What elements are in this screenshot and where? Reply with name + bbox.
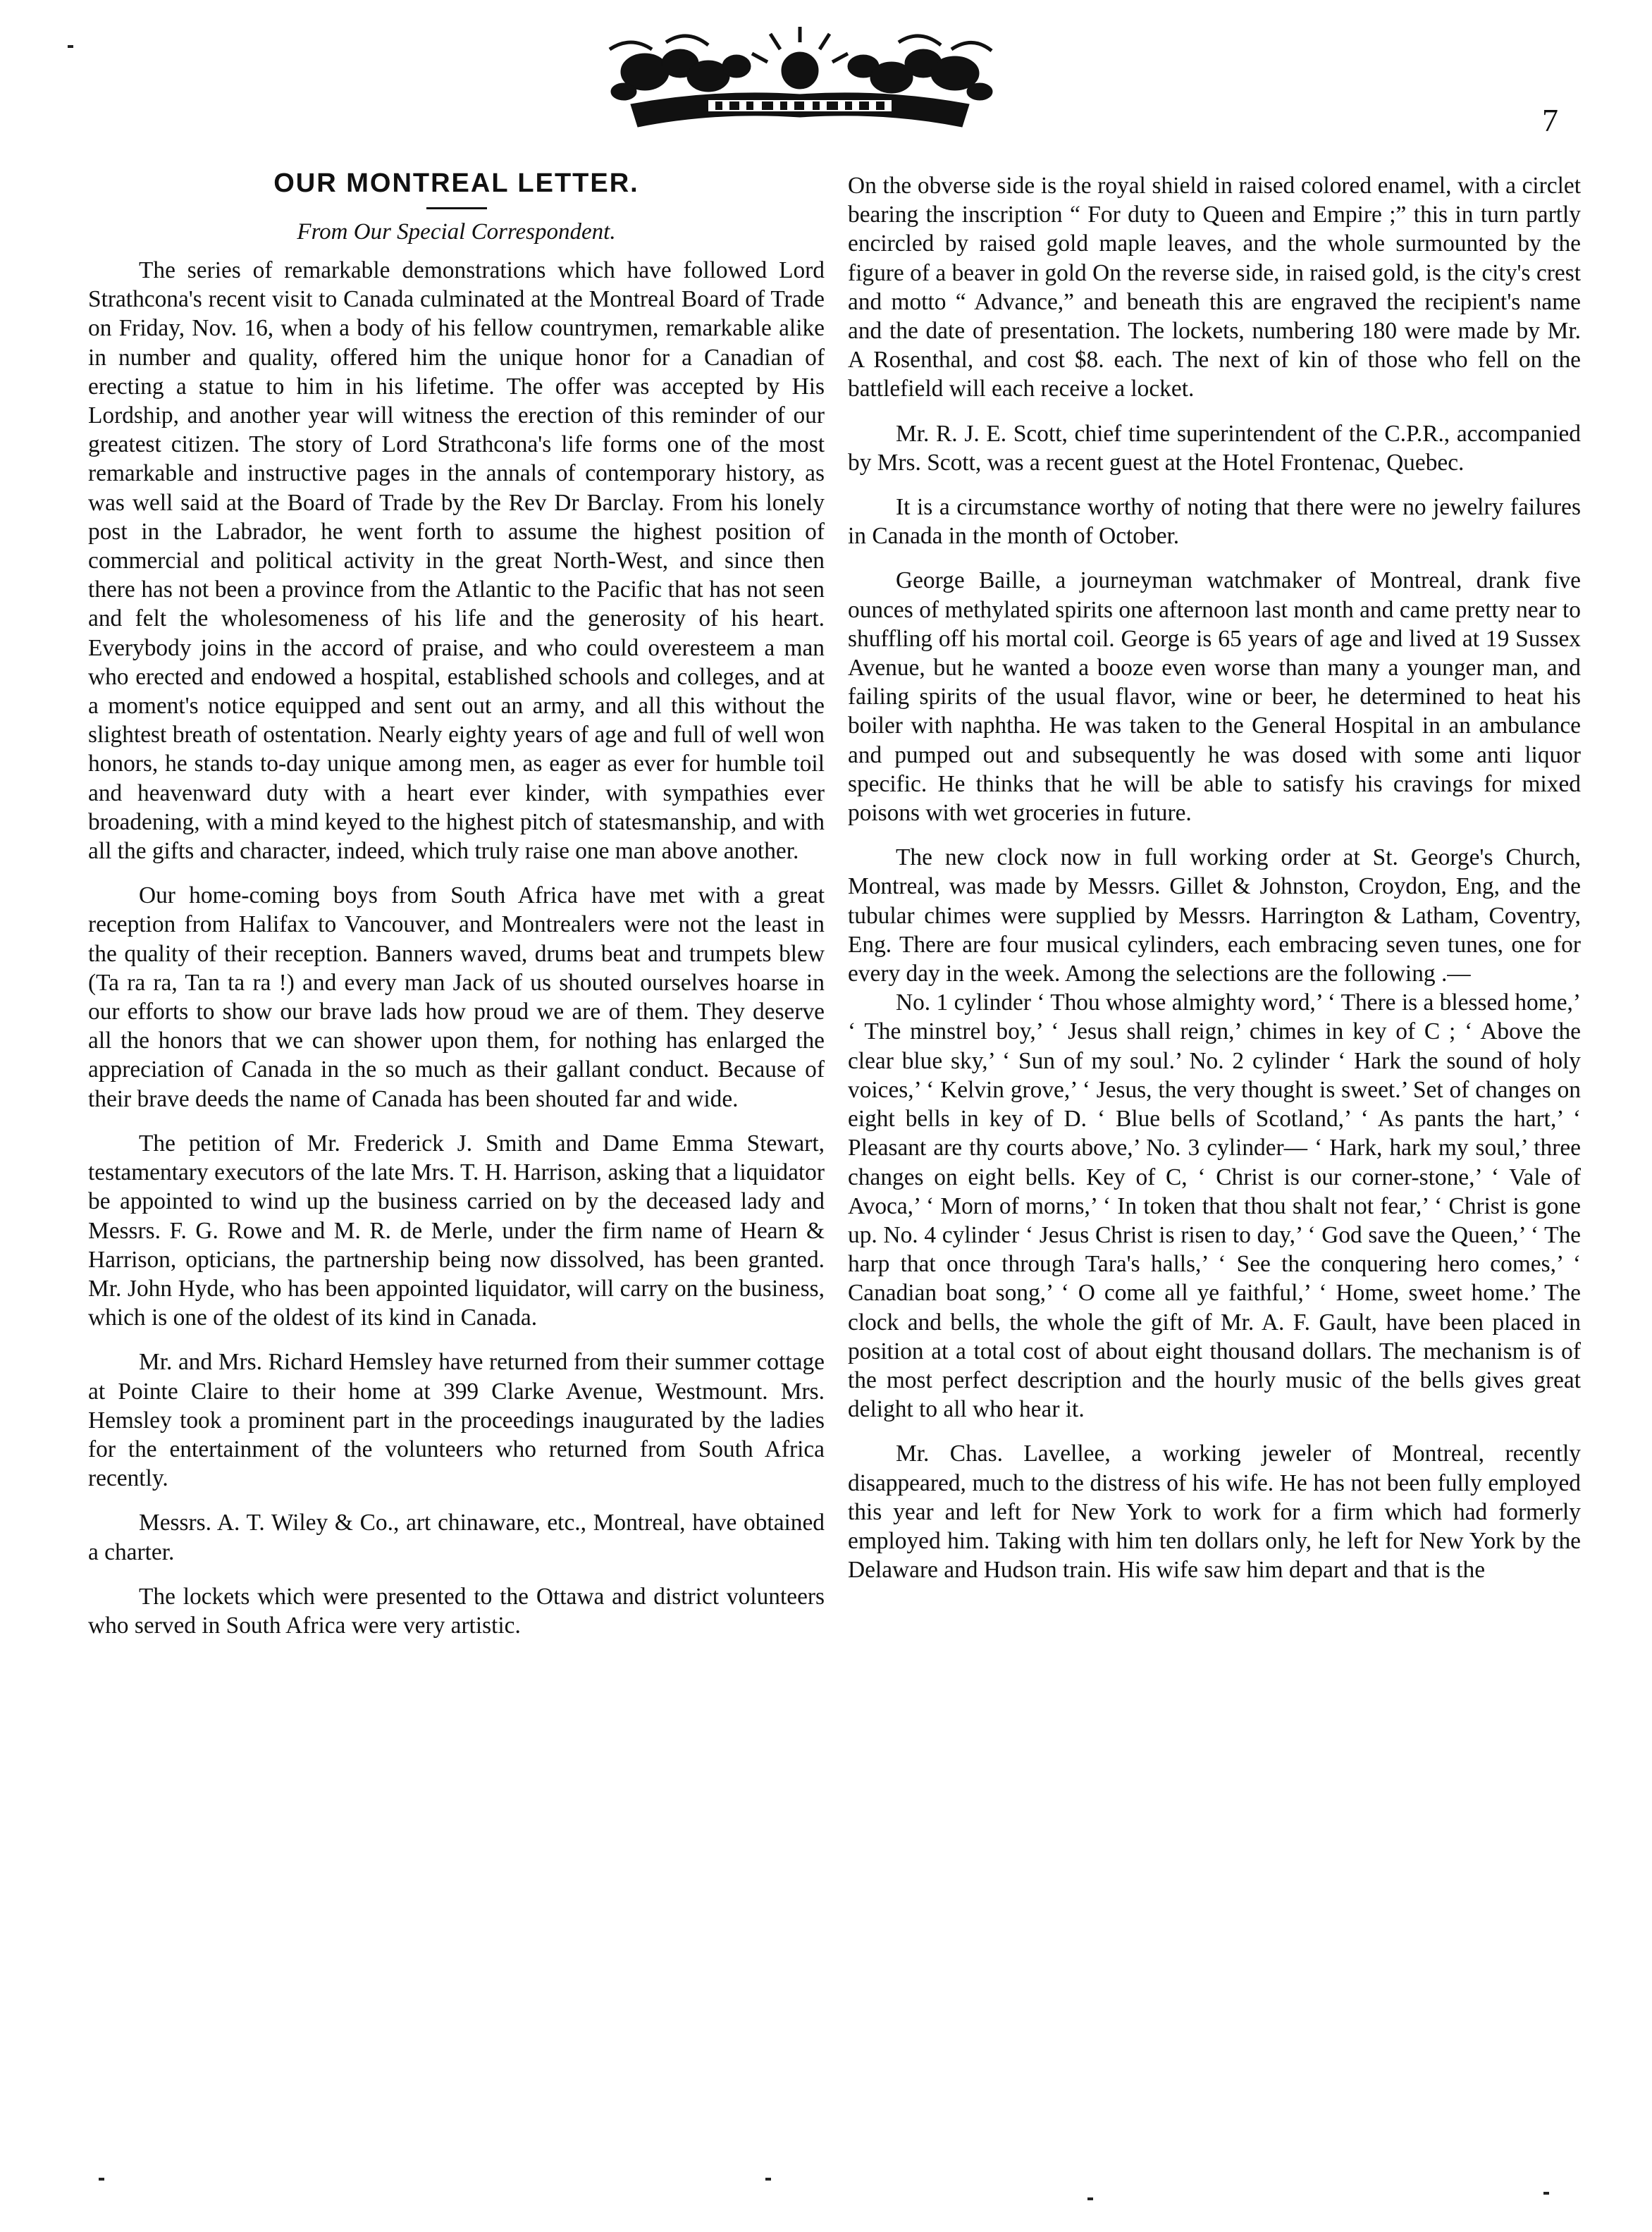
sun-icon — [752, 27, 848, 89]
print-speck — [99, 2178, 104, 2181]
print-speck — [1087, 2197, 1093, 2200]
page-number: 7 — [1542, 102, 1558, 138]
paragraph-locket-description: On the obverse side is the royal shield in raised colored enamel, with a circlet bearing the inscription “ For duty to Queen and Empire ;” this in turn partly encircled by raised gold maple leaves, and the whole surmounted by the figure of a beaver in gold On the reverse side, in raised gold, is the city's crest and motto “ Advance,” and beneath this are engraved the recipient's name and the date of presentation. The lockets, numbering 180 were made by Mr. A Rosenthal, and cost $8. each. The next of kin of those who fell on the battlefield will each receive a locket. — [848, 173, 1581, 402]
print-speck — [765, 2178, 771, 2181]
article-byline: From Our Special Correspondent. — [297, 219, 616, 245]
right-foliage-icon — [848, 36, 992, 100]
paragraph-wiley: Messrs. A. T. Wiley & Co., art chinaware, etc., Montreal, have obtained a charter. — [88, 1510, 825, 1565]
print-speck — [1543, 2192, 1549, 2195]
paragraph-baille: George Baille, a journeyman watchmaker of Montreal, drank five ounces of methylated spirits one afternoon last month and came pretty near to shuffling off his mortal coil. George is 65 years of age and lived at 19 Sussex Avenue, but he wanted a booze even worse than many a younger man, and failing spirits of the usual flavor, wine or beer, he determined to heat his boiler with naphtha. He was taken to the General Hospital in an ambulance and pumped out and subsequently he was dosed with some anti liquor specific. He thinks that he will be able to satisfy his cravings for mixed poisons with wet groceries in future. — [848, 567, 1581, 827]
left-foliage-icon — [610, 36, 751, 100]
left-column — [88, 166, 825, 2183]
paragraph-scott: Mr. R. J. E. Scott, chief time superintendent of the C.P.R., accompanied by Mrs. Scott, was a recent guest at the Hotel Frontenac, Quebec. — [848, 420, 1581, 476]
paragraph-homecoming: Our home-coming boys from South Africa have met with a great reception from Halifax to Vancouver, and Montrealers were not the least in the quality of their reception. Banners waved, drums beat and trumpets blew (Ta ra ra, Tan ta ra !) and every man Jack of us shouted ourselves hoarse in our efforts to show our brave lads how proud we are of them. They deserve all the honors that we can shower upon them, for nothing has enlarged the appreciation of Canada in the so much as their gallant conduct. Because of their brave deeds the name of Canada has been shouted far and wide. — [88, 882, 825, 1112]
headline-rule — [426, 207, 487, 209]
paragraph-petition: The petition of Mr. Frederick J. Smith and Dame Emma Stewart, testamentary executors of the late Mrs. T. H. Harrison, asking that a liquidator be appointed to wind up the business carried on by the deceased lady and Messrs. F. G. Rowe and M. R. de Merle, under the firm name of Hearn & Harrison, opticians, the partnership being now dissolved, has been granted. Mr. John Hyde, who has been appointed liquidator, will carry on the business, which is one of the oldest of its kind in Canada. — [88, 1130, 825, 1331]
article-headline: OUR MONTREAL LETTER. — [273, 168, 639, 198]
paragraph-hemsley: Mr. and Mrs. Richard Hemsley have returned from their summer cottage at Pointe Claire to their home at 399 Clarke Avenue, Westmount. Mrs. Hemsley took a prominent part in the proceedings inaugurated by the ladies for the entertainment of the volunteers who returned from South Africa recently. — [88, 1349, 825, 1492]
paragraph-failures: It is a circumstance worthy of noting that there were no jewelry failures in Canada in the month of October. — [848, 494, 1581, 550]
paragraph-strathcona: The series of remarkable demonstrations which have followed Lord Strathcona's recent visit to Canada culminated at the Montreal Board of Trade on Friday, Nov. 16, when a body of his fellow countrymen, remarkable alike in number and quality, offered him the unique honor for a Canadian of erecting a statue to him in his lifetime. The offer was accepted by His Lordship, and another year will witness the erection of this reminder of our greatest citizen. The story of Lord Strathcona's life forms one of the most remarkable and instructive pages in the annals of contemporary history, as was well said at the Board of Trade by the Rev Dr Barclay. From his lonely post in the Labrador, he went forth to assume the highest position of commercial and political activity in the great North-West, and since then there has not been a province from the Atlantic to the Pacific that has not seen and felt the wholesomeness of his life and the generosity of his heart. Everybody joins in the accord of praise, and who could overesteem a man who erected and endowed a hospital, established schools and colleges, and at a moment's notice equipped and sent out an army, and all this without the slightest breath of ostentation. Nearly eighty years of age and full of well won honors, he stands to-day unique among men, as eager as ever for humble toil and heavenward duty with a heart ever kinder, with sympathies ever broadening, with a mind keyed to the highest pitch of statesmanship, and with all the gifts and character, indeed, which truly raise one man above another. — [88, 257, 825, 865]
banner-icon — [631, 93, 969, 127]
paragraph-lockets: The lockets which were presented to the Ottawa and district volunteers who served in South Africa were very artistic. — [88, 1583, 825, 1639]
masthead-ornament — [603, 21, 997, 141]
right-column — [848, 171, 1581, 2183]
print-speck — [68, 45, 73, 48]
paragraph-lavellee: Mr. Chas. Lavellee, a working jeweler of Montreal, recently disappeared, much to the distress of his wife. He has not been fully employed this year and left for New York to work for a firm which had formerly employed him. Taking with him ten dollars only, he left for New York by the Delaware and Hudson train. His wife saw him depart and that is the — [848, 1441, 1581, 1584]
paragraph-cylinders: No. 1 cylinder ‘ Thou whose almighty word,’ ‘ There is a blessed home,’ ‘ The minstrel boy,’ ‘ Jesus shall reign,’ chimes in key of C ; ‘ Above the clear blue sky,’ ‘ Sun of my soul.’ No. 2 cylinder ‘ Hark the sound of holy voices,’ ‘ Kelvin grove,’ ‘ Jesus, the very thought is sweet.’ Set of changes on eight bells in key of D. ‘ Blue bells of Scotland,’ ‘ As pants the hart,’ ‘ Pleasant are thy courts above,’ No. 3 cylinder— ‘ Hark, hark my soul,’ three changes on eight bells. Key of C, ‘ Christ is our corner-stone,’ ‘ Vale of Avoca,’ ‘ Morn of morns,’ ‘ In token that thou shalt not fear,’ ‘ Christ is gone up. No. 4 cylinder ‘ Jesus Christ is risen to day,’ ‘ God save the Queen,’ ‘ The harp that once through Tara's halls,’ ‘ See the conquering hero comes,’ ‘ Canadian boat song,’ ‘ O come all ye faithful,’ ‘ Home, sweet home.’ The clock and bells, the whole the gift of Mr. A. F. Gault, have been placed in position at a total cost of about eight thousand dollars. The mechanism is of the most perfect description and the hourly music of the bells gives great delight to all who hear it. — [848, 989, 1581, 1423]
paragraph-clock: The new clock now in full working order at St. George's Church, Montreal, was made by Messrs. Gillet & Johnston, Croydon, Eng, and the tubular chimes were supplied by Messrs. Harrington & Latham, Coventry, Eng. There are four musical cylinders, each embracing seven tunes, one for every day in the week. Among the selections are the following .— — [848, 844, 1581, 987]
